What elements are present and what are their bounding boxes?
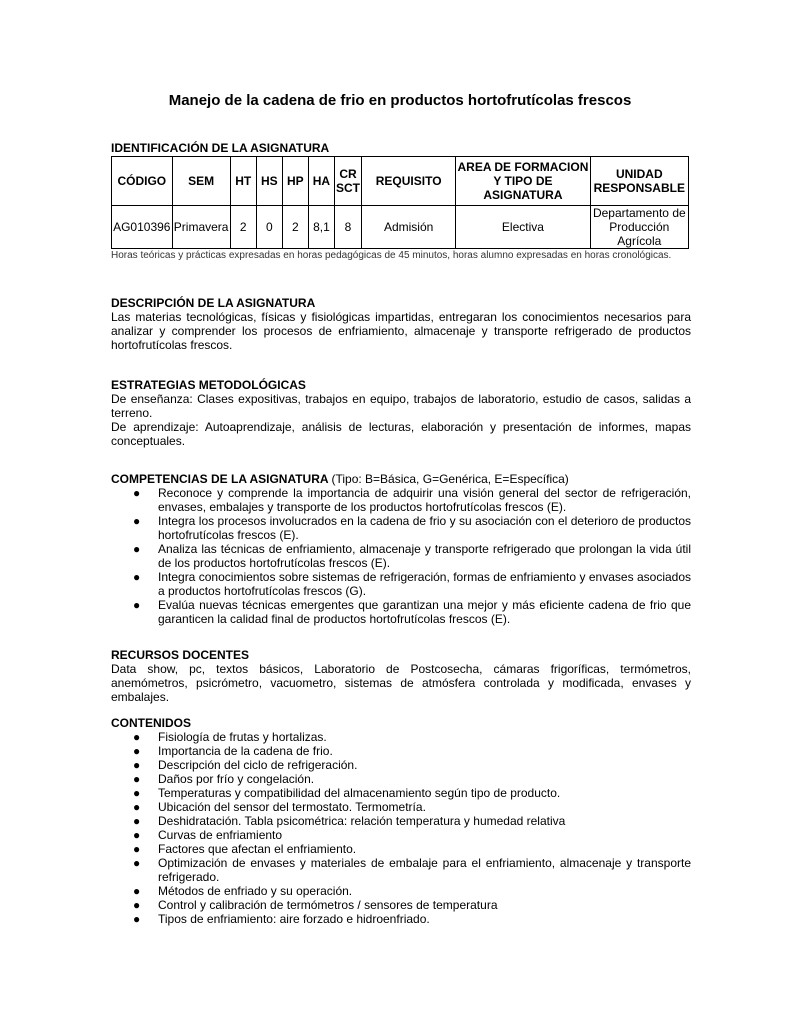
contenido-text: Tipos de enfriamiento: aire forzado e hidroenfriado. — [158, 912, 430, 926]
header-ha: HA — [308, 157, 334, 206]
list-item — [111, 786, 691, 800]
competencia-text: Evalúa nuevas técnicas emergentes que garantizan una mejor y más eficiente cadena de frio que garanticen la calidad final de productos hortofrutícolas frescos (E). — [158, 598, 691, 626]
bullet-icon: ● — [133, 514, 141, 528]
bullet-icon: ● — [133, 814, 141, 828]
descripcion-text: Las materias tecnológicas, físicas y fisiológicas impartidas, entregaran los conocimientos necesarios para analizar y comprender los procesos de enfriamiento, almacenaje y transporte refrigerado de productos hortofrutícolas frescos. — [111, 310, 691, 352]
hours-note: Horas teóricas y prácticas expresadas en horas pedagógicas de 45 minutos, horas alumno expresadas en horas cronológicas. — [111, 250, 672, 261]
contenido-text: Deshidratación. Tabla psicométrica: relación temperatura y humedad relativa — [158, 814, 566, 828]
cell-unidad-responsable: Departamento de Producción Agrícola — [590, 206, 688, 249]
bullet-icon: ● — [133, 912, 141, 926]
list-item — [111, 912, 691, 926]
contenido-text: Métodos de enfriado y su operación. — [158, 884, 353, 898]
bullet-icon: ● — [133, 856, 141, 870]
header-ht: HT — [230, 157, 256, 206]
header-unidad-responsable: UNIDAD RESPONSABLE — [590, 157, 688, 206]
estrategias-aprendizaje: De aprendizaje: Autoaprendizaje, análisis de lecturas, elaboración y presentación de informes, mapas conceptuales. — [111, 420, 691, 448]
competencia-text: Reconoce y comprende la importancia de adquirir una visión general del sector de refrigeración, envases, embalajes y transporte de los productos hortofrutícolas frescos (E). — [158, 486, 691, 514]
header-hs: HS — [256, 157, 282, 206]
header-sem: SEM — [172, 157, 230, 206]
identificacion-heading: IDENTIFICACIÓN DE LA ASIGNATURA — [111, 141, 330, 155]
cell-requisito: Admisión — [362, 206, 456, 249]
competencias-heading-label: COMPETENCIAS DE LA ASIGNATURA — [111, 472, 329, 486]
header-codigo: CÓDIGO — [112, 157, 173, 206]
list-item — [111, 542, 691, 570]
recursos-text: Data show, pc, textos básicos, Laboratorio de Postcosecha, cámaras frigoríficas, termómetros, anemómetros, psicrómetro, vacuometro, sistemas de atmósfera controlada y modificada, envases y embalajes. — [111, 662, 691, 704]
contenido-text: Fisiología de frutas y hortalizas. — [158, 730, 327, 744]
cell-cr-sct: 8 — [334, 206, 361, 249]
header-hp: HP — [282, 157, 308, 206]
table-row — [112, 206, 689, 249]
list-item — [111, 814, 691, 828]
descripcion-section — [111, 296, 691, 352]
competencias-tipo-legend: (Tipo: B=Básica, G=Genérica, E=Específica) — [331, 472, 569, 486]
competencia-text: Analiza las técnicas de enfriamiento, almacenaje y transporte refrigerado que prolongan la vida útil de los productos hortofrutícolas frescos (E). — [158, 542, 691, 570]
cell-ha: 8,1 — [308, 206, 334, 249]
header-requisito: REQUISITO — [362, 157, 456, 206]
header-cr-sct: CR SCT — [334, 157, 361, 206]
cell-codigo: AG010396 — [112, 206, 173, 249]
list-item — [111, 898, 691, 912]
competencias-section — [111, 472, 691, 626]
identificacion-table — [111, 156, 689, 249]
list-item — [111, 730, 691, 744]
list-item — [111, 884, 691, 898]
contenido-text: Factores que afectan el enfriamiento. — [158, 842, 357, 856]
contenido-text: Optimización de envases y materiales de embalaje para el enfriamiento, almacenaje y transporte refrigerado. — [158, 856, 691, 884]
list-item — [111, 486, 691, 514]
recursos-section — [111, 648, 691, 704]
contenido-text: Ubicación del sensor del termostato. Termometría. — [158, 800, 426, 814]
bullet-icon: ● — [133, 758, 141, 772]
descripcion-heading: DESCRIPCIÓN DE LA ASIGNATURA — [111, 296, 316, 310]
contenido-text: Importancia de la cadena de frio. — [158, 744, 333, 758]
header-area-formacion: AREA DE FORMACION Y TIPO DE ASIGNATURA — [456, 157, 590, 206]
bullet-icon: ● — [133, 828, 141, 842]
competencias-heading — [111, 472, 691, 486]
list-item — [111, 570, 691, 598]
cell-ht: 2 — [230, 206, 256, 249]
bullet-icon: ● — [133, 772, 141, 786]
document-title: Manejo de la cadena de frio en productos hortofrutícolas frescos — [168, 92, 632, 109]
table-header-row — [112, 157, 689, 206]
bullet-icon: ● — [133, 542, 141, 556]
cell-hp: 2 — [282, 206, 308, 249]
recursos-heading: RECURSOS DOCENTES — [111, 648, 250, 662]
contenido-text: Descripción del ciclo de refrigeración. — [158, 758, 358, 772]
list-item — [111, 842, 691, 856]
bullet-icon: ● — [133, 744, 141, 758]
list-item — [111, 758, 691, 772]
list-item — [111, 772, 691, 786]
list-item — [111, 744, 691, 758]
list-item — [111, 800, 691, 814]
list-item — [111, 598, 691, 626]
bullet-icon: ● — [133, 842, 141, 856]
cell-area-formacion: Electiva — [456, 206, 590, 249]
contenido-text: Daños por frío y congelación. — [158, 772, 315, 786]
contenido-text: Temperaturas y compatibilidad del almacenamiento según tipo de producto. — [158, 786, 561, 800]
bullet-icon: ● — [133, 730, 141, 744]
identificacion-section — [111, 141, 691, 262]
cell-hs: 0 — [256, 206, 282, 249]
estrategias-heading: ESTRATEGIAS METODOLÓGICAS — [111, 378, 306, 392]
estrategias-ensenanza: De enseñanza: Clases expositivas, trabajos en equipo, trabajos de laboratorio, estudio de casos, salidas a terreno. — [111, 392, 691, 420]
bullet-icon: ● — [133, 486, 141, 500]
contenido-text: Curvas de enfriamiento — [158, 828, 283, 842]
bullet-icon: ● — [133, 786, 141, 800]
competencias-list — [111, 486, 691, 626]
bullet-icon: ● — [133, 598, 141, 612]
list-item — [111, 856, 691, 884]
contenido-text: Control y calibración de termómetros / sensores de temperatura — [158, 898, 498, 912]
list-item — [111, 828, 691, 842]
competencia-text: Integra los procesos involucrados en la cadena de frio y su asociación con el deterioro de productos hortofrutícolas frescos (E). — [158, 514, 691, 542]
bullet-icon: ● — [133, 884, 141, 898]
contenidos-list — [111, 730, 691, 926]
estrategias-section — [111, 378, 691, 448]
list-item — [111, 514, 691, 542]
bullet-icon: ● — [133, 570, 141, 584]
contenidos-section — [111, 716, 691, 926]
cell-sem: Primavera — [172, 206, 230, 249]
contenidos-heading: CONTENIDOS — [111, 716, 192, 730]
bullet-icon: ● — [133, 898, 141, 912]
competencia-text: Integra conocimientos sobre sistemas de refrigeración, formas de enfriamiento y envases asociados a productos hortofrutícolas frescos (G). — [158, 570, 691, 598]
bullet-icon: ● — [133, 800, 141, 814]
